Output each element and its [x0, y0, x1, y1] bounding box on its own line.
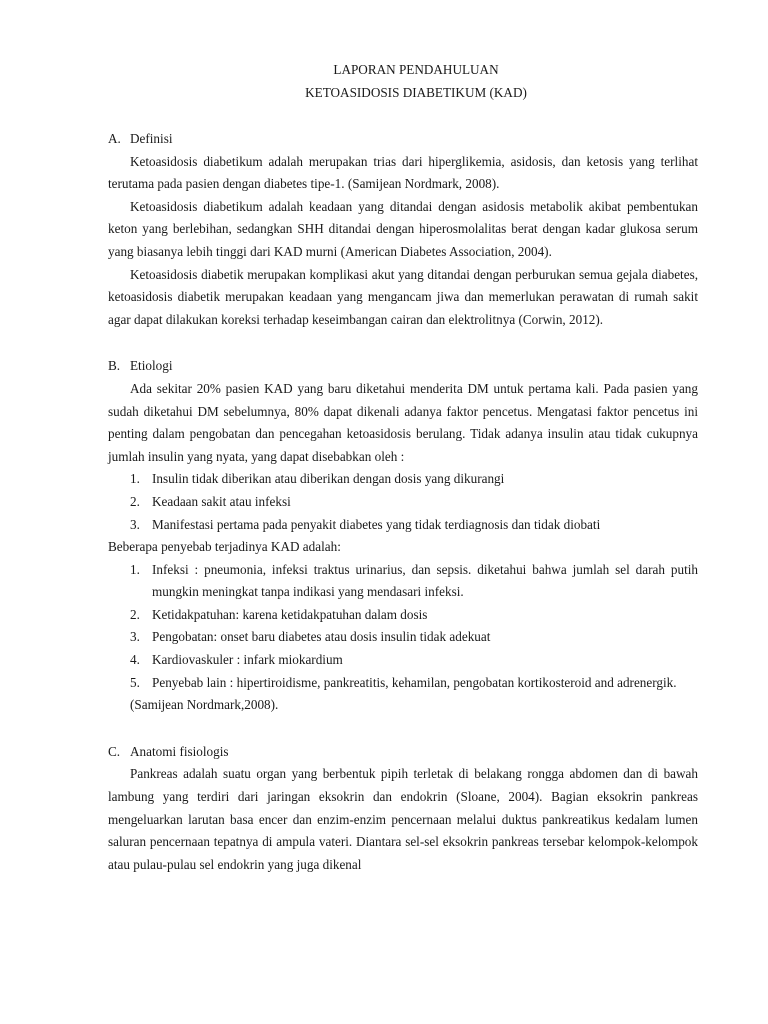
list-number: 2.	[130, 493, 140, 509]
section-b-paragraph-1: Ada sekitar 20% pasien KAD yang baru diketahui menderita DM untuk pertama kali. Pada pasien yang sudah diketahui DM sebelumnya, 80% dapat dikenali adanya faktor pencetus. Mengatasi faktor pencetus ini penting dalam pengobatan dan pencegahan ketoasidosis berulang. Tidak adanya insulin atau tidak cukupnya jumlah insulin yang nyata, yang dapat disebabkan oleh :	[108, 380, 698, 464]
section-c-title: Anatomi fisiologis	[130, 743, 229, 759]
section-c-paragraph-1: Pankreas adalah suatu organ yang berbentuk pipih terletak di belakang rongga abdomen dan di bawah lambung yang terdiri dari jaringan eksokrin dan endokrin (Sloane, 2004). Bagian eksokrin pankreas mengeluarkan larutan basa encer dan enzim-enzim pencernaan melalui duktus pankreatikus kedalam lumen saluran pencernaan tepatnya di ampula vateri. Diantara sel-sel eksokrin pankreas tersebar kelompok-kelompok atau pulau-pulau sel endokrin yang juga dikenal	[108, 766, 698, 872]
section-b-heading	[108, 355, 698, 378]
section-a-title: Definisi	[130, 131, 173, 146]
list-item	[108, 468, 698, 491]
section-a-paragraph-2: Ketoasidosis diabetikum adalah keadaan yang ditandai dengan asidosis metabolik akibat pembentukan keton yang berlebihan, sedangkan SHH ditandai dengan hiperosmolalitas berat dengan kadar glukosa serum yang biasanya lebih tinggi dari KAD murni (American Diabetes Association, 2004).	[108, 198, 698, 259]
list-item	[108, 626, 698, 649]
list-item	[108, 514, 698, 537]
section-a-paragraph-3: Ketoasidosis diabetik merupakan komplikasi akut yang ditandai dengan perburukan semua gejala diabetes, ketoasidosis diabetik merupakan keadaan yang mengancam jiwa dan memerlukan perawatan di rumah sakit agar dapat dilakukan koreksi terhadap keseimbangan cairan dan elektrolitnya (Corwin, 2012).	[108, 266, 698, 327]
title-line-1: LAPORAN PENDAHULUAN	[333, 62, 499, 77]
list-text: Penyebab lain : hipertiroidisme, pankreatitis, kehamilan, pengobatan kortikosteroid and adrenergik.	[152, 674, 677, 690]
list-text: Kardiovaskuler : infark miokardium	[152, 652, 343, 668]
list-text: Infeksi : pneumonia, infeksi traktus urinarius, dan sepsis. diketahui bahwa jumlah sel darah putih mungkin meningkat tanpa indikasi yang mendasari infeksi.	[152, 561, 698, 600]
section-a-heading	[108, 128, 698, 151]
list-number: 5.	[130, 674, 140, 690]
list-number: 4.	[130, 652, 140, 668]
section-a-letter: A.	[108, 131, 121, 146]
section-b-citation: (Samijean Nordmark,2008).	[130, 697, 279, 713]
section-a-paragraph-1: Ketoasidosis diabetikum adalah merupakan trias dari hiperglikemia, asidosis, dan ketosis yang terlihat terutama pada pasien dengan diabetes tipe-1. (Samijean Nordmark, 2008).	[108, 153, 698, 192]
section-b-list-1	[108, 468, 698, 536]
title-line-2: KETOASIDOSIS DIABETIKUM (KAD)	[305, 85, 527, 100]
list-item	[108, 649, 698, 672]
section-b-intro-2: Beberapa penyebab terjadinya KAD adalah:	[108, 539, 341, 555]
list-text: Manifestasi pertama pada penyakit diabetes yang tidak terdiagnosis dan tidak diobati	[152, 516, 601, 532]
list-item	[108, 604, 698, 627]
list-number: 1.	[130, 471, 140, 487]
section-b-title: Etiologi	[130, 358, 173, 374]
document-page	[108, 58, 698, 876]
list-text: Pengobatan: onset baru diabetes atau dosis insulin tidak adekuat	[152, 629, 491, 645]
document-title	[134, 58, 698, 104]
list-number: 2.	[130, 606, 140, 622]
section-b-list-2	[108, 559, 698, 695]
list-text: Ketidakpatuhan: karena ketidakpatuhan dalam dosis	[152, 606, 428, 622]
list-item	[108, 672, 698, 695]
section-b-letter: B.	[108, 358, 121, 374]
list-text: Keadaan sakit atau infeksi	[152, 493, 291, 509]
section-c-letter: C.	[108, 743, 121, 759]
section-c-heading	[108, 741, 698, 764]
list-item	[108, 559, 698, 604]
list-number: 3.	[130, 629, 140, 645]
list-number: 1.	[130, 561, 140, 577]
list-text: Insulin tidak diberikan atau diberikan dengan dosis yang dikurangi	[152, 471, 505, 487]
list-number: 3.	[130, 516, 140, 532]
list-item	[108, 491, 698, 514]
